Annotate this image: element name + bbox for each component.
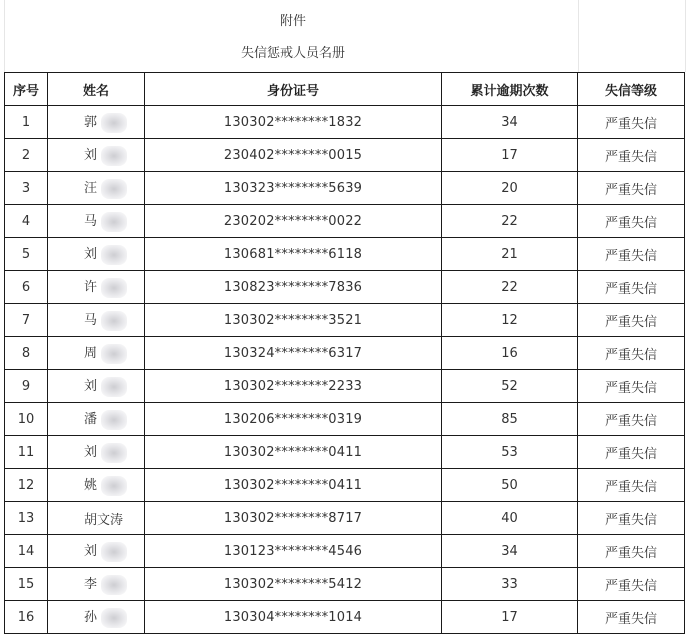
person-name-cell: [48, 568, 145, 601]
id-number: 130302********2233: [145, 370, 442, 403]
person-name: 刘: [84, 148, 98, 164]
name-blur-mask: [101, 146, 127, 166]
credit-level: 严重失信: [578, 172, 685, 205]
table-row: [5, 172, 685, 205]
person-name: 李: [84, 577, 98, 593]
name-blur-mask: [101, 410, 127, 430]
table-row: [5, 535, 685, 568]
credit-level: 严重失信: [578, 469, 685, 502]
person-name: 周: [84, 346, 98, 362]
document-title: 失信惩戒人员名册: [240, 46, 345, 61]
table-row: [5, 238, 685, 271]
table-row: [5, 403, 685, 436]
id-number: 130681********6118: [145, 238, 442, 271]
id-number: 130302********8717: [145, 502, 442, 535]
id-number: 130323********5639: [145, 172, 442, 205]
row-number: 10: [5, 403, 48, 436]
id-number: 130302********5412: [145, 568, 442, 601]
row-number: 7: [5, 304, 48, 337]
person-name: 马: [84, 214, 98, 230]
credit-level: 严重失信: [578, 370, 685, 403]
credit-level: 严重失信: [578, 568, 685, 601]
person-name-cell: [48, 304, 145, 337]
header-right-cell: [578, 0, 686, 72]
col-header-count: 累计逾期次数: [442, 73, 578, 106]
row-number: 4: [5, 205, 48, 238]
credit-level: 严重失信: [578, 304, 685, 337]
overdue-count: 85: [442, 403, 578, 436]
credit-level: 严重失信: [578, 106, 685, 139]
person-name-cell: [48, 106, 145, 139]
overdue-count: 40: [442, 502, 578, 535]
person-name-cell: [48, 205, 145, 238]
overdue-count: 50: [442, 469, 578, 502]
overdue-count: 21: [442, 238, 578, 271]
credit-level: 严重失信: [578, 238, 685, 271]
credit-level: 严重失信: [578, 436, 685, 469]
person-name-cell: [48, 601, 145, 634]
name-blur-mask: [101, 179, 127, 199]
credit-level: 严重失信: [578, 403, 685, 436]
name-blur-mask: [101, 113, 127, 133]
name-blur-mask: [101, 377, 127, 397]
id-number: 230402********0015: [145, 139, 442, 172]
person-name-cell: [48, 238, 145, 271]
row-number: 12: [5, 469, 48, 502]
person-name: 汪: [84, 181, 98, 197]
person-name: 刘: [84, 247, 98, 263]
overdue-count: 34: [442, 106, 578, 139]
person-name: 潘: [84, 412, 98, 428]
person-name-cell: [48, 337, 145, 370]
table-row: [5, 205, 685, 238]
row-number: 15: [5, 568, 48, 601]
row-number: 8: [5, 337, 48, 370]
id-number: 130302********3521: [145, 304, 442, 337]
id-number: 130206********0319: [145, 403, 442, 436]
id-number: 130823********7836: [145, 271, 442, 304]
person-name-cell: [48, 370, 145, 403]
credit-level: 严重失信: [578, 337, 685, 370]
col-header-name: 姓名: [48, 73, 145, 106]
overdue-count: 16: [442, 337, 578, 370]
table-row: [5, 271, 685, 304]
header-block: [4, 0, 581, 72]
person-name: 刘: [84, 544, 98, 560]
row-number: 5: [5, 238, 48, 271]
credit-level: 严重失信: [578, 535, 685, 568]
table-row: [5, 370, 685, 403]
person-name: 刘: [84, 379, 98, 395]
row-number: 3: [5, 172, 48, 205]
row-number: 9: [5, 370, 48, 403]
person-name: 姚: [84, 478, 98, 494]
person-name-cell: [48, 271, 145, 304]
table-header-row: [5, 73, 685, 106]
person-name-cell: [48, 502, 145, 535]
col-header-no: 序号: [5, 73, 48, 106]
id-number: 130304********1014: [145, 601, 442, 634]
table-row: [5, 469, 685, 502]
id-number: 130324********6317: [145, 337, 442, 370]
person-name: 马: [84, 313, 98, 329]
row-number: 14: [5, 535, 48, 568]
name-blur-mask: [101, 311, 127, 331]
name-blur-mask: [101, 278, 127, 298]
overdue-count: 22: [442, 205, 578, 238]
name-blur-mask: [101, 344, 127, 364]
id-number: 130302********0411: [145, 436, 442, 469]
credit-level: 严重失信: [578, 601, 685, 634]
col-header-id: 身份证号: [145, 73, 442, 106]
id-number: 230202********0022: [145, 205, 442, 238]
credit-level: 严重失信: [578, 205, 685, 238]
person-name-cell: [48, 403, 145, 436]
row-number: 6: [5, 271, 48, 304]
table-row: [5, 502, 685, 535]
overdue-count: 12: [442, 304, 578, 337]
table-row: [5, 106, 685, 139]
overdue-count: 53: [442, 436, 578, 469]
person-name-cell: [48, 535, 145, 568]
row-number: 11: [5, 436, 48, 469]
overdue-count: 17: [442, 139, 578, 172]
table-row: [5, 139, 685, 172]
overdue-count: 17: [442, 601, 578, 634]
row-number: 13: [5, 502, 48, 535]
person-name-cell: [48, 139, 145, 172]
table-row: [5, 337, 685, 370]
name-blur-mask: [101, 608, 127, 628]
dishonest-persons-table: [4, 72, 685, 634]
row-number: 2: [5, 139, 48, 172]
person-name-cell: [48, 469, 145, 502]
name-blur-mask: [101, 443, 127, 463]
credit-level: 严重失信: [578, 502, 685, 535]
overdue-count: 22: [442, 271, 578, 304]
name-blur-mask: [101, 476, 127, 496]
person-name: 胡文涛: [84, 512, 124, 528]
name-blur-mask: [101, 245, 127, 265]
table-row: [5, 568, 685, 601]
id-number: 130123********4546: [145, 535, 442, 568]
row-number: 16: [5, 601, 48, 634]
attachment-label: 附件: [279, 14, 306, 29]
col-header-level: 失信等级: [578, 73, 685, 106]
table-row: [5, 436, 685, 469]
credit-level: 严重失信: [578, 271, 685, 304]
id-number: 130302********0411: [145, 469, 442, 502]
table-row: [5, 304, 685, 337]
person-name: 郭: [84, 115, 98, 131]
name-blur-mask: [101, 212, 127, 232]
name-blur-mask: [101, 575, 127, 595]
person-name: 许: [84, 280, 98, 296]
credit-level: 严重失信: [578, 139, 685, 172]
person-name: 孙: [84, 610, 98, 626]
table-row: [5, 601, 685, 634]
overdue-count: 20: [442, 172, 578, 205]
overdue-count: 33: [442, 568, 578, 601]
overdue-count: 52: [442, 370, 578, 403]
person-name: 刘: [84, 445, 98, 461]
name-blur-mask: [101, 542, 127, 562]
row-number: 1: [5, 106, 48, 139]
person-name-cell: [48, 172, 145, 205]
overdue-count: 34: [442, 535, 578, 568]
person-name-cell: [48, 436, 145, 469]
id-number: 130302********1832: [145, 106, 442, 139]
